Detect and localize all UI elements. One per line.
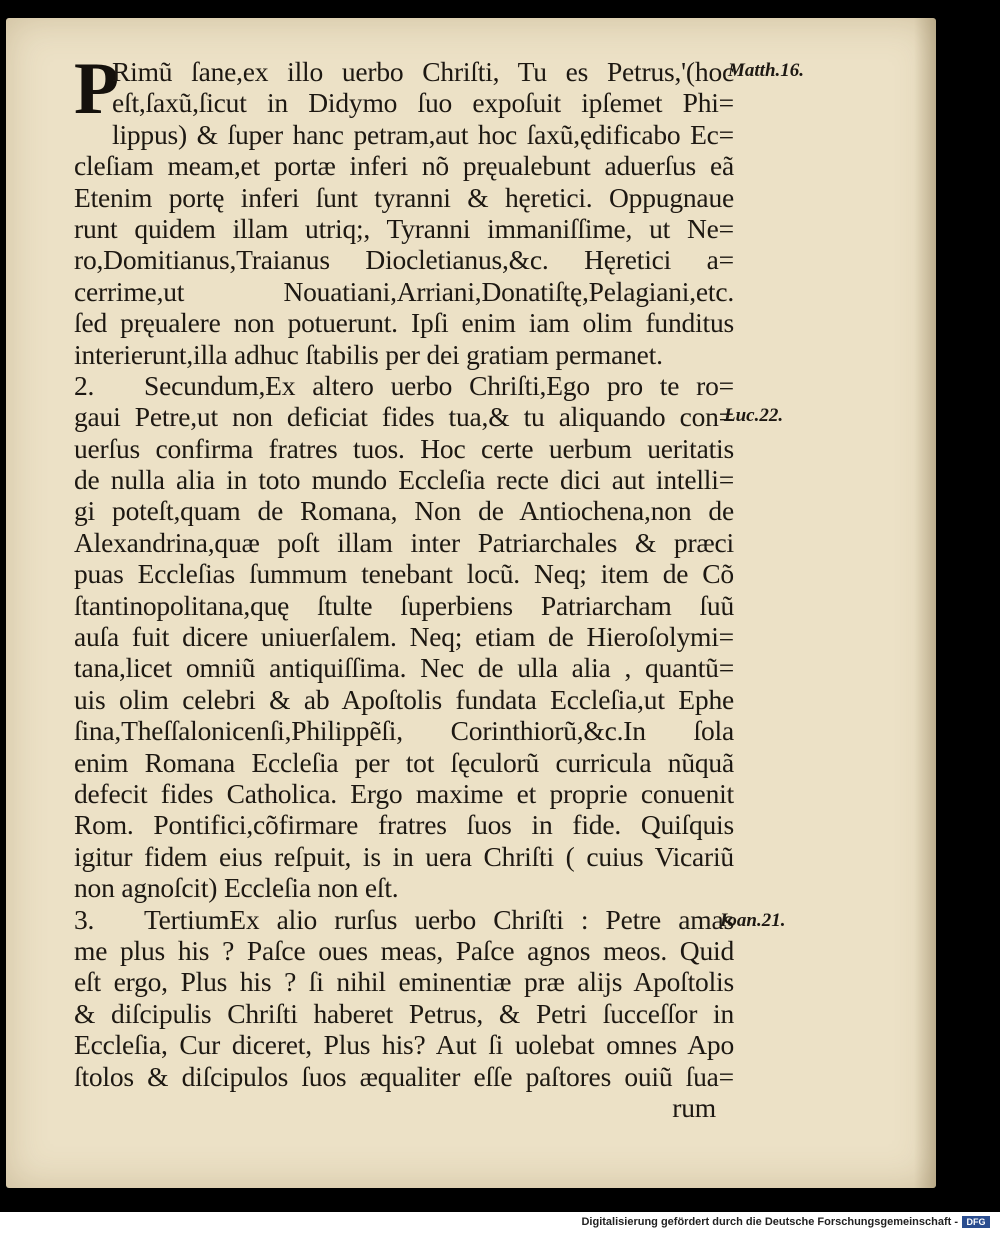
text-line: non agnoſcit) Eccleſia non eſt. [74,872,399,904]
text-line-content: Secundum,Ex altero uerbo Chriſti,Ego pro te ro= [144,369,734,401]
dfg-logo: DFG [962,1216,990,1228]
text-line: tana,licet omniũ antiquiſſima. Nec de ulla alia , quantũ= [74,652,734,684]
text-line: puas Eccleſias ſummum tenebant locũ. Neq; item de Cõ [74,558,734,590]
text-line: gi poteſt,quam de Romana, Non de Antiochena,non de [74,495,734,527]
text-line: Etenim portę inferi ſunt tyranni & hęretici. Oppugnaue [74,181,734,213]
text-line: & diſcipulis Chriſti haberet Petrus, & Petri ſucceſſor in [74,997,734,1029]
text-line: enim Romana Eccleſia per tot ſęculorũ curricula nũquã [74,746,734,778]
text-line: gaui Petre,ut non deficiat fides tua,& tu aliquando con= [74,401,734,433]
text-line: Rimũ ſane,ex illo uerbo Chriſti, Tu es Petrus,'(hoc [112,56,734,87]
text-line: ſtantinopolitana,quę ſtulte ſuperbiens Patriarcham ſuũ [74,589,734,621]
book-page [6,18,936,1188]
margin-note-luc: Luc.22. [724,405,784,426]
text-line: Rom. Pontifici,cõfirmare fratres ſuos in fide. Quiſquis [74,809,734,841]
paragraph-number: 3. [74,903,95,935]
text-line: me plus his ? Paſce oues meas, Paſce agnos meos. Quid [74,934,734,966]
margin-note-ioan: Ioan.21. [720,910,786,931]
text-line: ſina,Theſſalonicenſi,Philippẽſi, Corinthiorũ,&c.In ſola [74,715,734,747]
text-line: cerrime,ut Nouatiani,Arriani,Donatiſtę,Pelagiani,etc. [74,275,734,307]
text-line: de nulla alia in toto mundo Eccleſia recte dici aut intelli= [74,464,734,496]
text-line: runt quidem illam utriq;, Tyranni immaniſſime, ut Ne= [74,212,734,244]
text-line: auſa fuit dicere uniuerſalem. Neq; etiam de Hieroſolymi= [74,621,734,653]
paragraph-number: 2. [74,369,95,401]
text-line: uerſus confirma fratres tuos. Hoc certe uerbum ueritatis [74,432,734,464]
text-line-numbered [74,904,734,935]
text-line: uis olim celebri & ab Apoſtolis fundata Eccleſia,ut Ephe [74,683,734,715]
text-line-content: TertiumEx alio rurſus uerbo Chriſti : Petre amas [144,903,734,935]
catchword: rum [672,1091,716,1123]
text-line: eſt ergo, Plus his ? ſi nihil eminentiæ præ alijs Apoſtolis [74,966,734,998]
text-line: ſed pręualere non potuerunt. Ipſi enim iam olim funditus [74,307,734,339]
text-line: eſt,ſaxũ,ſicut in Didymo ſuo expoſuit ipſemet Phi= [112,87,734,119]
text-line: igitur fidem eius reſpuit, is in uera Chriſti ( cuius Vicariũ [74,840,734,872]
text-line: ro,Domitianus,Traianus Diocletianus,&c. Hęretici a= [74,244,734,276]
text-line-numbered [74,370,734,401]
text-line: Alexandrina,quæ poſt illam inter Patriarchales & præci [74,526,734,558]
text-line: Eccleſia, Cur diceret, Plus his? Aut ſi uolebat omnes Apo [74,1029,734,1061]
margin-note-matth: Matth.16. [728,60,805,81]
text-line: interierunt,illa adhuc ſtabilis per dei gratiam permanet. [74,338,663,370]
page-text [74,48,734,1123]
footer-bar [0,1212,1000,1233]
funding-credit: Digitalisierung gefördert durch die Deutsche Forschungsgemeinschaft - [581,1216,958,1228]
drop-cap: P [74,48,120,130]
text-line: ſtolos & diſcipulos ſuos æqualiter eſſe paſtores ouiũ ſua= [74,1060,734,1092]
text-line: lippus) & ſuper hanc petram,aut hoc ſaxũ,ędificabo Ec= [112,118,734,150]
text-line: defecit fides Catholica. Ergo maxime et proprie conuenit [74,777,734,809]
text-line: cleſiam meam,et portæ inferi nõ pręualebunt aduerſus eã [74,150,734,182]
